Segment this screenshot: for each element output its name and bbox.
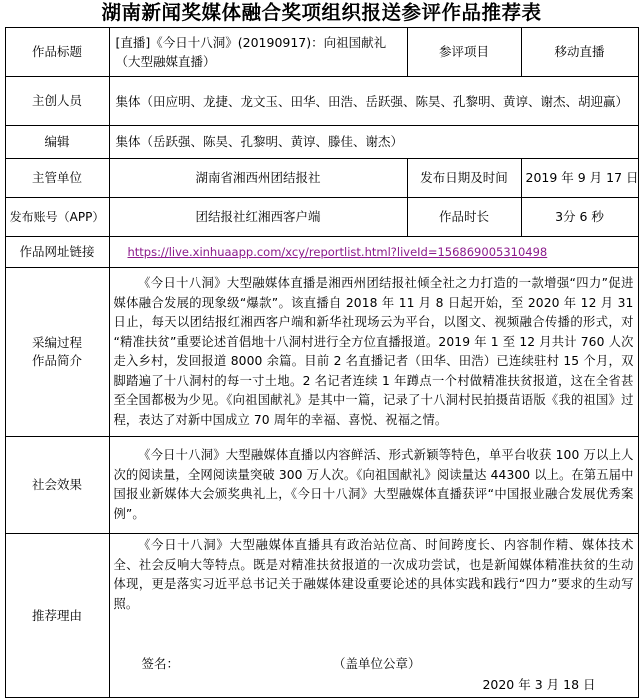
table-row-process [5,268,638,437]
table-row-work-title [5,28,638,77]
label-editing-process [5,268,109,437]
value-work-title: [直播]《今日十八洞》(20190917)：向祖国献礼（大型融媒直播） [109,28,407,77]
label-work-title: 作品标题 [5,28,109,77]
signature-date: 2020 年 3 月 18 日 [482,677,596,692]
value-editors: 集体（岳跃强、陈昊、孔黎明、黄谆、滕佳、谢杰） [109,126,638,159]
work-url-link[interactable]: https://live.xinhuaapp.com/xcy/reportlist.html?liveId=156869005310498 [127,245,548,259]
signature-label: 签名： [141,656,180,671]
value-social-effect: 《今日十八洞》大型融媒体直播以内容鲜活、形式新颖等特色，单平台收获 100 万以上人次的阅读量，全网阅读量突破 300 万人次。《向祖国献礼》阅读量达 44300 以上。在第五届中国报业新媒体大会颁奖典礼上，《今日十八洞》大型融媒体直播获评“中国报业融合发展优秀案例”。 [113,448,634,521]
value-editing-process: 《今日十八洞》大型融媒体直播是湘西州团结报社倾全社之力打造的一款增强“四力”促进媒体融合发展的现象级“爆款”。该直播自 2018 年 11 月 8 日起开始，至 2020 年 12 月 31 日止，每天以团结报红湘西客户端和新华社现场云为平台，以图文、视频融合传播的形式，对“精准扶贫”重要论述首倡地十八洞村进行全方位直播报道。2019 年 1 至 12 月共计 760 人次走入乡村，发回报道 8000 余篇。目前 2 名直播记者（田华、田浩）已连续驻村 15 个月，双脚踏遍了十八洞村的每一寸土地。2 名记者连续 1 年蹲点一个村做精准扶贫报道，这在全省甚至全国都极为少见。《向祖国献礼》是其中一篇，记录了十八洞村民拍摄苗语版《我的祖国》过程，表达了对新中国成立 70 周年的幸福、喜悦、祝福之情。 [113,276,634,427]
value-recommendation-reason-cell [109,534,638,698]
label-supervisor-unit: 主管单位 [5,159,109,198]
table-row-editors [5,126,638,159]
table-row-reason [5,534,638,698]
label-editing-process-line2: 作品简介 [31,353,82,368]
value-creators: 集体（田应明、龙捷、龙文玉、田华、田浩、岳跃强、陈昊、孔黎明、黄谆、谢杰、胡迎赢） [109,77,638,126]
label-social-effect: 社会效果 [5,437,109,534]
page-title: 湖南新闻奖媒体融合奖项组织报送参评作品推荐表 [101,1,542,24]
official-seal-label: （盖单位公章） [333,656,421,671]
value-social-effect-cell [109,437,638,534]
label-editing-process-line1: 采编过程 [31,335,82,350]
label-work-url: 作品网址链接 [5,237,109,268]
label-creators: 主创人员 [5,77,109,126]
value-recommendation-reason: 《今日十八洞》大型融媒体直播具有政治站位高、时间跨度长、内容制作精、媒体技术全、社会反响大等特点。既是对精准扶贫报道的一次成功尝试，也是新闻媒体精准扶贫的生动体现，更是落实习近平总书记关于融媒体建设重要论述的具体实践和践行“四力”要求的生动写照。 [113,538,634,611]
table-row-creators [5,77,638,126]
value-award-category: 移动直播 [521,28,638,77]
table-row-account [5,198,638,237]
label-publish-date: 发布日期及时间 [407,159,521,198]
value-duration: 3分 6 秒 [521,198,638,237]
label-editors: 编辑 [5,126,109,159]
value-supervisor-unit: 湖南省湘西州团结报社 [109,159,407,198]
value-publish-date: 2019 年 9 月 17 日 [521,159,638,198]
label-publish-account: 发布账号（APP） [5,198,109,237]
table-row-supervisor [5,159,638,198]
recommendation-form-table [5,27,639,698]
signature-row [114,654,634,674]
value-editing-process-cell [109,268,638,437]
work-url-cell [109,237,638,268]
table-row-effect [5,437,638,534]
table-row-url [5,237,638,268]
label-recommendation-reason: 推荐理由 [5,534,109,698]
value-publish-account: 团结报社红湘西客户端 [109,198,407,237]
label-duration: 作品时长 [407,198,521,237]
label-award-category: 参评项目 [407,28,521,77]
